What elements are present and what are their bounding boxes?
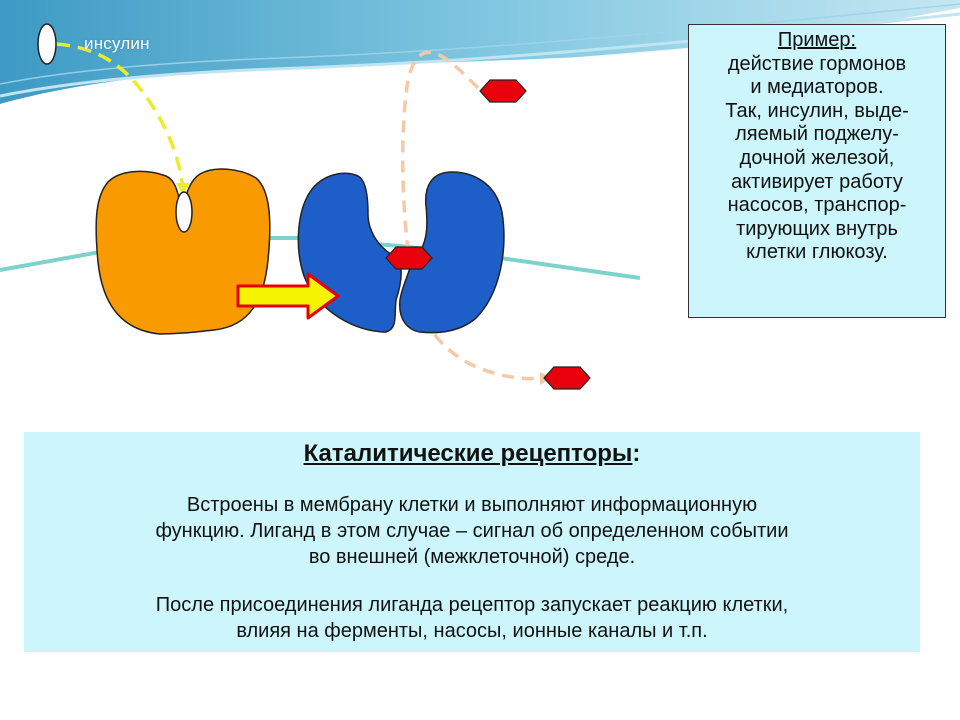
paragraph-line: влияя на ферменты, насосы, ионные каналы и т.п. bbox=[236, 620, 708, 642]
example-line: ляемый поджелу- bbox=[735, 123, 899, 146]
paragraph-line: во внешней (межклеточной) среде. bbox=[308, 546, 636, 568]
example-line: дочной железой, bbox=[739, 146, 895, 169]
example-line: насосов, транспор- bbox=[727, 194, 907, 217]
example-line: Так, инсулин, выде- bbox=[725, 99, 909, 122]
bound-insulin-icon bbox=[176, 192, 192, 232]
paragraph-line: Встроены в мембрану клетки и выполняют информационную bbox=[186, 494, 758, 516]
hexagon-ligand-icon bbox=[480, 80, 526, 102]
example-box bbox=[688, 24, 946, 318]
info-box bbox=[24, 432, 920, 652]
info-title bbox=[24, 440, 920, 468]
paragraph-line: функцию. Лиганд в этом случае – сигнал об определенном событии bbox=[155, 520, 789, 542]
insulin-ellipse-icon bbox=[38, 24, 56, 64]
info-paragraph-1 bbox=[24, 492, 920, 570]
example-line: активирует работу bbox=[731, 170, 903, 193]
info-paragraph-2 bbox=[24, 592, 920, 644]
insulin-label: инсулин bbox=[84, 34, 150, 53]
example-line: тирующих внутрь bbox=[736, 217, 898, 240]
info-title-colon: : bbox=[632, 440, 641, 467]
example-line: действие гормонов bbox=[727, 52, 907, 75]
paragraph-line: После присоединения лиганда рецептор запускает реакцию клетки, bbox=[155, 594, 789, 616]
example-title: Пример: bbox=[777, 29, 857, 51]
example-line: и медиаторов. bbox=[750, 76, 884, 99]
hexagon-ligand-bound-icon bbox=[386, 247, 432, 269]
info-title-text: Каталитические рецепторы bbox=[303, 440, 633, 467]
hexagon-ligand-released-icon bbox=[544, 367, 590, 389]
example-line: клетки глюкозу. bbox=[746, 241, 888, 264]
